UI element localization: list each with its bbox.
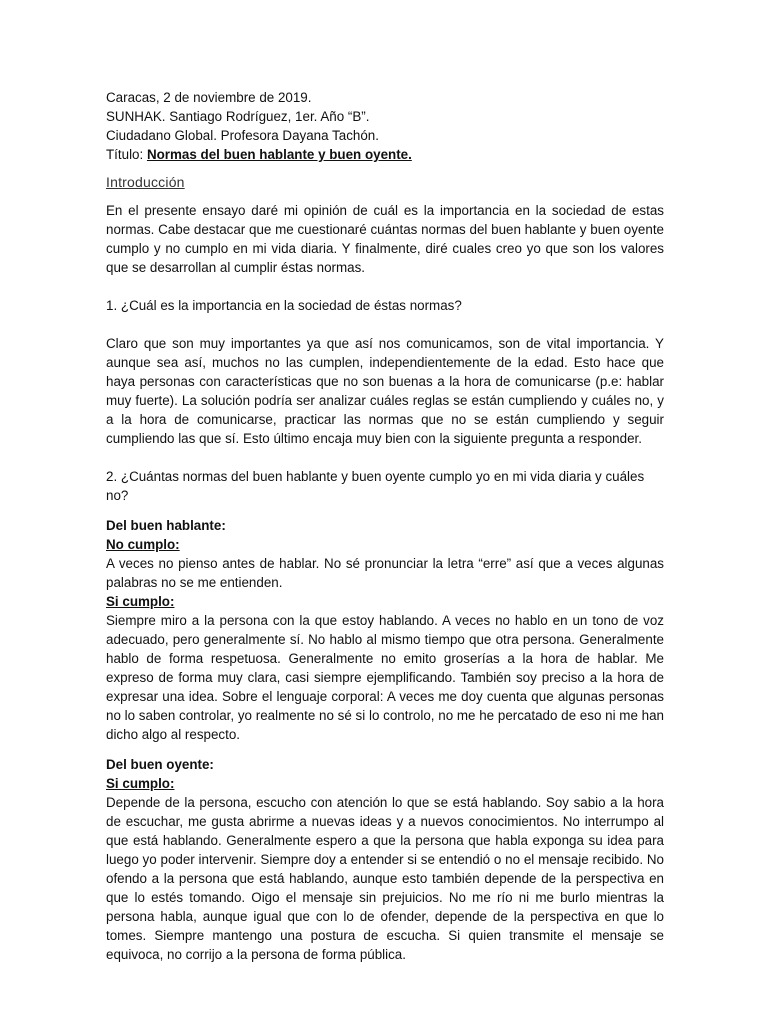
question-1: 1. ¿Cuál es la importancia en la sociedad de éstas normas? bbox=[106, 298, 462, 313]
header-course-line: Ciudadano Global. Profesora Dayana Tachón. bbox=[106, 128, 379, 143]
hablante-no-cumplo-label: No cumplo: bbox=[106, 537, 180, 552]
hablante-heading: Del buen hablante: bbox=[106, 518, 226, 533]
title-prefix: Título: bbox=[106, 147, 147, 162]
hablante-si-cumplo-text: Siempre miro a la persona con la que estoy hablando. A veces no hablo en un tono de voz adecuado, pero generalmente sí. No hablo al mismo tiempo que otra persona. Generalmente hablo de forma respetuosa. Generalmente no emito groserías a la hora de hablar. Me expreso de forma muy clara, casi siempre ejemplificando. También soy preciso a la hora de expresar una idea. Sobre el lenguaje corporal: A veces me doy cuenta que algunas personas no lo saben controlar, yo realmente no sé si lo controlo, no me he percatado de eso ni me han dicho algo al respecto. bbox=[106, 613, 664, 742]
header-student-line: SUNHAK. Santiago Rodríguez, 1er. Año “B”. bbox=[106, 109, 370, 124]
document-page bbox=[106, 88, 664, 964]
oyente-heading: Del buen oyente: bbox=[106, 757, 214, 772]
intro-heading: Introducción bbox=[106, 174, 185, 190]
document-title: Normas del buen hablante y buen oyente. bbox=[146, 147, 412, 162]
oyente-si-cumplo-label: Si cumplo: bbox=[106, 776, 175, 791]
intro-paragraph: En el presente ensayo daré mi opinión de cuál es la importancia en la sociedad de estas normas. Cabe destacar que me cuestionaré cuántas normas del buen hablante y buen oyente cumplo y no cumplo en mi vida diaria. Y finalmente, diré cuales creo yo que son los valores que se desarrollan al cumplir éstas normas. bbox=[106, 203, 664, 275]
header-date-line: Caracas, 2 de noviembre de 2019. bbox=[106, 90, 312, 105]
hablante-no-cumplo-text: A veces no pienso antes de hablar. No sé pronunciar la letra “erre” así que a veces algunas palabras no se me entienden. bbox=[106, 556, 664, 590]
question-2: 2. ¿Cuántas normas del buen hablante y buen oyente cumplo yo en mi vida diaria y cuáles no? bbox=[106, 469, 645, 503]
answer-1: Claro que son muy importantes ya que así nos comunicamos, son de vital importancia. Y aunque sea así, muchos no las cumplen, independientemente de la edad. Esto hace que haya personas con características que no son buenas a la hora de comunicarse (p.e: hablar muy fuerte). La solución podría ser analizar cuáles reglas se están cumpliendo y cuáles no, y a la hora de comunicarse, practicar las normas que no se están cumpliendo y seguir cumpliendo las que sí. Esto último encaja muy bien con la siguiente pregunta a responder. bbox=[106, 336, 664, 446]
hablante-si-cumplo-label: Si cumplo: bbox=[106, 594, 175, 609]
document-title-line bbox=[106, 145, 664, 164]
oyente-si-cumplo-text: Depende de la persona, escucho con atención lo que se está hablando. Soy sabio a la hora de escuchar, me gusta abrirme a nuevas ideas y a nuevos conocimientos. No interrumpo al que está hablando. Generalmente espero a que la persona que habla exponga su idea para luego yo poder intervenir. Siempre doy a entender si se entendió o no el mensaje recibido. No ofendo a la persona que está hablando, aunque esto también depende de la perspectiva en que lo estés tomando. Oigo el mensaje sin prejuicios. No me río ni me burlo mientras la persona habla, aunque igual que con lo de ofender, depende de la perspectiva en que lo tomes. Siempre mantengo una postura de escucha. Si quien transmite el mensaje se equivoca, no corrijo a la persona de forma pública. bbox=[106, 795, 664, 962]
